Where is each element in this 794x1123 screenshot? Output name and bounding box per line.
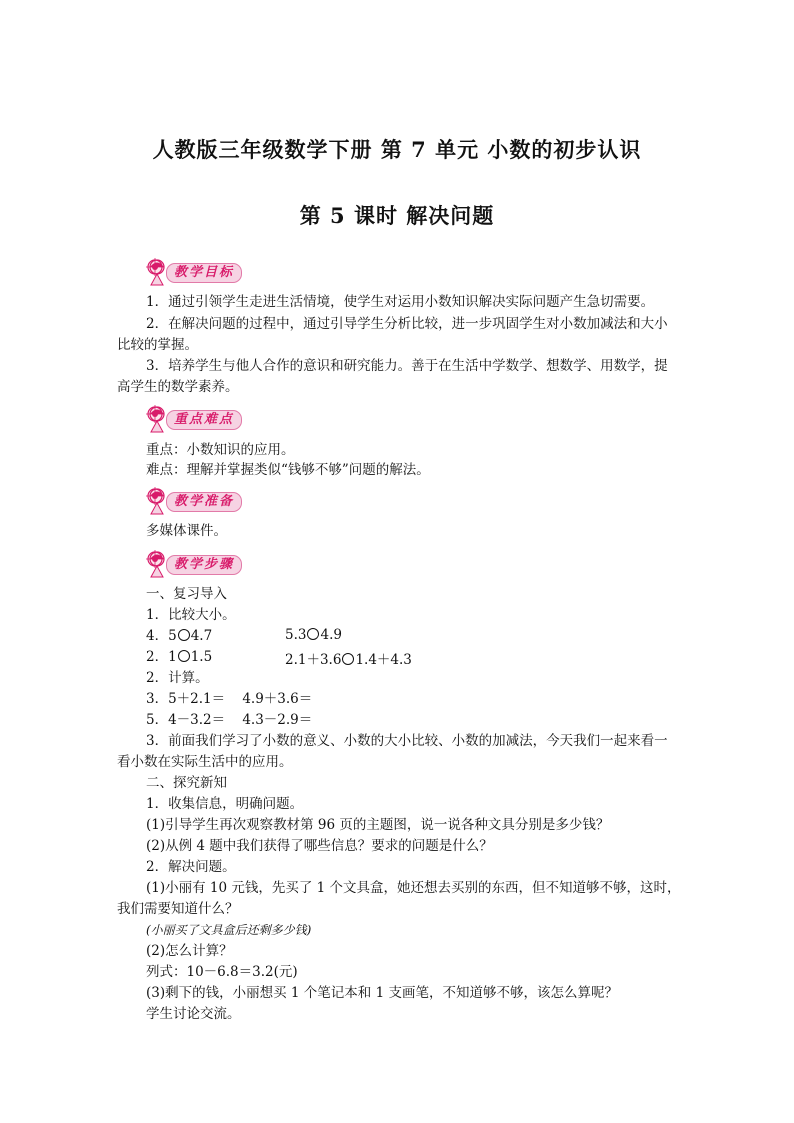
formula-line: 列式：10－6.8＝3.2(元) [146,964,298,980]
section-title-goals: 教学目标 [166,263,242,283]
goal-line: 高学生的数学素养。 [117,379,239,395]
compare-blank-circle[interactable] [342,653,354,665]
goal-line: 1．通过引领学生走进生活情境，使学生对运用小数知识解决实际问题产生急切需要。 [146,294,655,310]
key-point-line: 难点：理解并掌握类似“钱够不够”问题的解法。 [146,462,430,478]
section-header-key-points [146,405,266,433]
step-line: 看小数在实际生活中的应用。 [117,754,293,770]
compare-left: 5.3 [285,627,307,643]
step-line: (1)引导学生再次观察教材第 96 页的主题图，说一说各种文具分别是多少钱？ [146,817,610,833]
compare-right: 1.4＋4.3 [355,652,412,668]
prep-text: 多媒体课件。 [146,523,227,539]
step-line: (2)从例 4 题中我们获得了哪些信息？要求的问题是什么？ [146,838,493,854]
page-title: 人教版三年级数学下册 第 7 单元 小数的初步认识 [152,137,642,162]
compare-right: 4.7 [190,628,213,644]
lesson-subtitle: 第 5 课时 解决问题 [299,203,495,228]
target-icon [146,405,164,423]
step-line: 3．前面我们学习了小数的意义、小数的大小比较、小数的加减法，今天我们一起来看一 [146,733,668,749]
compare-row [146,627,706,645]
section-header-steps [146,550,266,578]
calc-row: 5．4－3.2＝ 4.3－2.9＝ [146,712,313,728]
compare-left: 4．5 [146,628,177,644]
step-line: 1．比较大小。 [146,607,236,623]
step-line: 学生讨论交流。 [146,1006,241,1022]
target-icon [146,550,164,568]
section-header-prep [146,487,266,515]
step-line: (3)剩下的钱，小丽想买 1 个笔记本和 1 支画笔，不知道够不够，该怎么算呢？ [146,985,618,1001]
step-line: (1)小丽有 10 元钱，先买了 1 个文具盒，她还想去买别的东西，但不知道够不够，这时， [146,880,681,896]
goal-line: 比较的掌握。 [117,337,198,353]
step-line: 2．解决问题。 [146,859,236,875]
compare-row [285,648,412,668]
section-title-key-points: 重点难点 [166,410,242,430]
step-line: 1．收集信息，明确问题。 [146,796,304,812]
answer-note: (小丽买了文具盒后还剩多少钱) [146,923,312,937]
compare-row [285,627,342,643]
compare-left: 2．1 [146,649,177,665]
step-heading: 一、复习导入 [146,586,227,602]
goal-line: 2．在解决问题的过程中，通过引导学生分析比较，进一步巩固学生对小数加减法和大小 [146,316,668,332]
section-title-prep: 教学准备 [166,492,242,512]
key-point-line: 重点：小数知识的应用。 [146,442,295,458]
step-line: 我们需要知道什么？ [117,901,239,917]
section-header-goals [146,258,266,286]
goal-line: 3．培养学生与他人合作的意识和研究能力。善于在生活中学数学、想数学、用数学，提 [146,358,668,374]
compare-right: 1.5 [190,649,213,665]
compare-right: 4.9 [320,627,342,643]
compare-left: 2.1＋3.6 [285,652,342,668]
compare-blank-circle[interactable] [178,629,190,641]
target-icon [146,487,164,505]
step-heading: 二、探究新知 [146,775,227,791]
section-title-steps: 教学步骤 [166,555,242,575]
target-icon [146,258,164,276]
calc-row: 3．5＋2.1＝ 4.9＋3.6＝ [146,691,313,707]
step-line: 2．计算。 [146,670,209,686]
compare-blank-circle[interactable] [307,628,319,640]
step-line: (2)怎么计算？ [146,943,233,959]
compare-blank-circle[interactable] [178,650,190,662]
compare-row [146,648,706,666]
